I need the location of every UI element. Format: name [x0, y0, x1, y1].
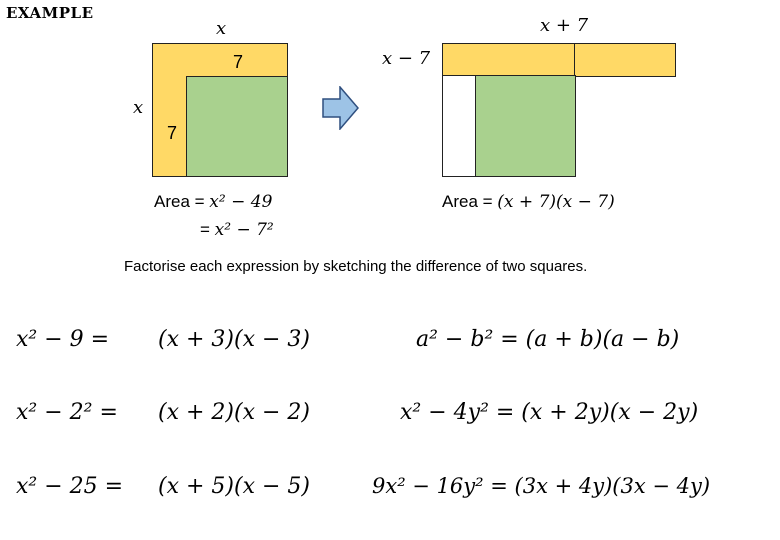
right-green-square — [475, 75, 576, 177]
right-top-strip-right — [574, 43, 676, 77]
area-expression: (x + 7)(x − 7) — [497, 192, 615, 212]
equation-left-1-rhs: (x + 3)(x − 3) — [158, 327, 310, 352]
equation-right-1: a² − b² = (a + b)(a − b) — [416, 327, 680, 352]
right-side-label: x − 7 — [382, 48, 431, 69]
equation-left-3-rhs: (x + 5)(x − 5) — [158, 474, 310, 499]
left-strip-side-label: 7 — [167, 123, 178, 143]
page-heading: EXAMPLE — [6, 4, 94, 22]
equation-right-3: 9x² − 16y² = (3x + 4y)(3x − 4y) — [372, 474, 711, 498]
right-area-line — [442, 192, 615, 212]
area-expression: x² − 7² — [214, 220, 274, 240]
area-expression: x² − 49 — [209, 192, 273, 212]
instruction-text: Factorise each expression by sketching the difference of two squares. — [124, 258, 588, 275]
left-green-square — [186, 76, 288, 177]
area-prefix: Area = — [442, 192, 498, 211]
equation-right-2: x² − 4y² = (x + 2y)(x − 2y) — [400, 400, 699, 425]
right-top-label: x + 7 — [540, 15, 589, 36]
left-top-label: x — [216, 18, 227, 39]
equation-left-1-lhs: x² − 9 = — [16, 327, 110, 352]
equation-left-3-lhs: x² − 25 = — [16, 474, 124, 499]
left-strip-top-label: 7 — [233, 52, 244, 72]
area-prefix: Area = — [154, 192, 210, 211]
left-area-line1 — [154, 192, 272, 212]
equation-left-2-lhs: x² − 2² = — [16, 400, 118, 425]
left-side-label: x — [133, 97, 144, 118]
right-top-strip-left — [442, 43, 576, 77]
left-area-line2 — [200, 220, 274, 240]
right-arrow-icon — [322, 86, 360, 130]
area-prefix: = — [200, 220, 215, 239]
right-white-strip — [442, 75, 477, 177]
equation-left-2-rhs: (x + 2)(x − 2) — [158, 400, 310, 425]
